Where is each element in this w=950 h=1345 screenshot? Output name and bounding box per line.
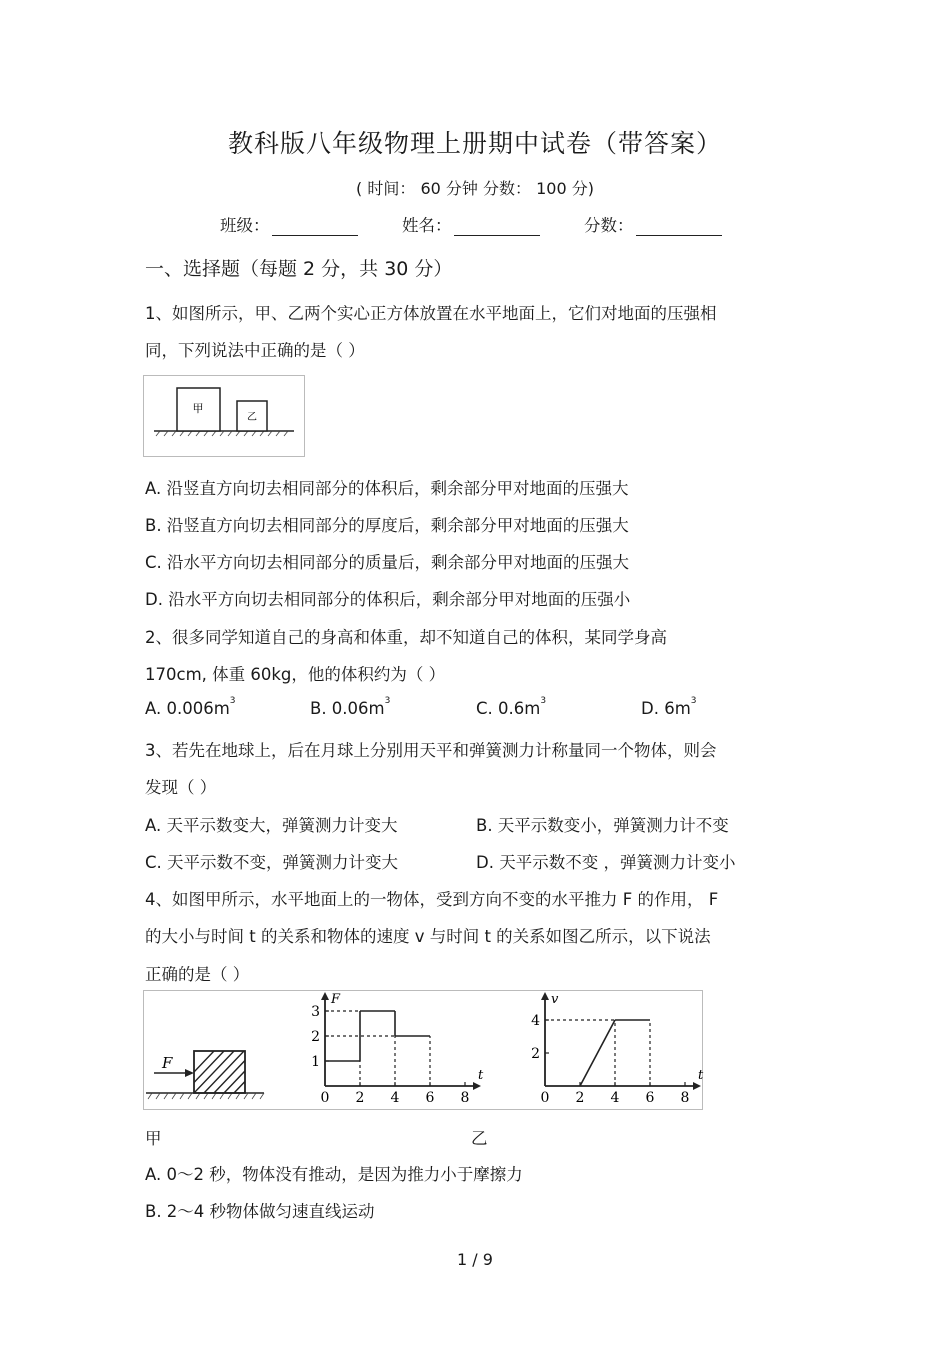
q1-figure xyxy=(143,375,305,457)
q1-option-c: C. 沿水平方向切去相同部分的质量后，剩余部分甲对地面的压强大 xyxy=(145,553,630,572)
y-tick-label: 1 xyxy=(311,1054,320,1070)
velocity-time-chart xyxy=(531,992,704,1106)
q2-option-a-exp: 3 xyxy=(229,696,236,706)
y-tick-label: 2 xyxy=(311,1029,320,1045)
y-axis-label: F xyxy=(331,992,341,1007)
page-number: 1 / 9 xyxy=(457,1250,493,1269)
class-field xyxy=(220,212,358,236)
q4-line2: 的大小与时间 t 的关系和物体的速度 v 与时间 t 的关系如图乙所示，以下说法 xyxy=(145,927,711,946)
x-tick-label: 4 xyxy=(610,1090,620,1106)
x-axis-arrow xyxy=(693,1082,701,1090)
q2-option-d-text: D. 6m xyxy=(641,699,691,718)
q1-line1: 1、如图所示，甲、乙两个实心正方体放置在水平地面上，它们对地面的压强相 xyxy=(145,304,717,323)
q1-option-a: A. 沿竖直方向切去相同部分的体积后，剩余部分甲对地面的压强大 xyxy=(145,479,629,498)
figure-label-yi: 乙 xyxy=(471,1129,488,1148)
svg-text:F: F xyxy=(162,1054,173,1072)
score-blank xyxy=(636,219,722,236)
figure-label-jia: 甲 xyxy=(145,1129,162,1148)
q2-option-c-text: C. 0.6m xyxy=(476,699,541,718)
q2-option-c xyxy=(476,696,547,718)
page-title: 教科版八年级物理上册期中试卷（带答案） xyxy=(227,129,722,158)
name-blank xyxy=(454,219,540,236)
q4-option-a: A. 0～2 秒，物体没有推动，是因为推力小于摩擦力 xyxy=(145,1165,523,1184)
x-axis-label: t xyxy=(478,1068,484,1083)
x-tick-label: 8 xyxy=(680,1090,690,1106)
q2-line2: 170cm, 体重 60kg，他的体积约为（ ） xyxy=(145,665,446,684)
x-tick-label: 8 xyxy=(460,1090,470,1106)
q3-line2: 发现（ ） xyxy=(145,778,217,797)
q2-option-b-exp: 3 xyxy=(384,696,391,706)
class-blank xyxy=(272,219,358,236)
q2-option-a-text: A. 0.006m xyxy=(145,699,230,718)
q2-option-b xyxy=(310,696,391,718)
q4-line1: 4、如图甲所示，水平地面上的一物体，受到方向不变的水平推力 F 的作用， F xyxy=(145,890,719,909)
q1-option-d: D. 沿水平方向切去相同部分的体积后，剩余部分甲对地面的压强小 xyxy=(145,590,631,609)
q2-option-a xyxy=(145,696,236,718)
y-axis-arrow xyxy=(541,992,549,1000)
x-axis-label: t xyxy=(698,1068,704,1083)
x-tick-label: 6 xyxy=(645,1090,655,1106)
x-axis-arrow xyxy=(473,1082,481,1090)
q3-option-b: B. 天平示数变小，弹簧测力计不变 xyxy=(476,816,729,835)
y-tick-label: 2 xyxy=(531,1046,540,1062)
q2-option-c-exp: 3 xyxy=(540,696,547,706)
score-label: 分数： xyxy=(584,216,634,235)
x-tick-label: 4 xyxy=(390,1090,400,1106)
q2-line1: 2、很多同学知道自己的身高和体重，却不知道自己的体积，某同学身高 xyxy=(145,628,667,647)
q3-option-d: D. 天平示数不变 ，弹簧测力计变小 xyxy=(476,853,736,872)
q4-option-b: B. 2～4 秒物体做匀速直线运动 xyxy=(145,1202,375,1221)
cube-jia-label: 甲 xyxy=(192,402,204,415)
q3-line1: 3、若先在地球上，后在月球上分别用天平和弹簧测力计称量同一个物体，则会 xyxy=(145,741,717,760)
push-block-diagram xyxy=(146,1051,284,1099)
y-tick-label: 3 xyxy=(311,1004,320,1020)
q3-option-a: A. 天平示数变大，弹簧测力计变大 xyxy=(145,816,398,835)
x-tick-label: 0 xyxy=(320,1090,330,1106)
force-time-chart xyxy=(311,992,484,1106)
y-tick-label: 4 xyxy=(531,1013,540,1029)
x-tick-label: 0 xyxy=(540,1090,550,1106)
section-heading: 一、选择题（每题 2 分，共 30 分） xyxy=(145,258,453,280)
q4-line3: 正确的是（ ） xyxy=(145,965,250,984)
x-tick-label: 2 xyxy=(575,1090,585,1106)
exam-time-score: ( 时间： 60 分钟 分数： 100 分) xyxy=(356,179,594,198)
q1-option-b: B. 沿竖直方向切去相同部分的厚度后，剩余部分甲对地面的压强大 xyxy=(145,516,629,535)
score-field xyxy=(584,212,722,236)
y-axis-arrow xyxy=(321,992,329,1000)
velocity-segment xyxy=(580,1020,615,1086)
q2-option-d xyxy=(641,696,697,718)
class-label: 班级： xyxy=(220,216,270,235)
y-axis-label: v xyxy=(551,992,559,1007)
q4-figure xyxy=(143,990,703,1110)
q1-line2: 同，下列说法中正确的是（ ） xyxy=(145,341,365,360)
q3-option-c: C. 天平示数不变，弹簧测力计变大 xyxy=(145,853,399,872)
q4-figure-svg xyxy=(144,991,702,1109)
x-tick-label: 6 xyxy=(425,1090,435,1106)
name-label: 姓名： xyxy=(402,216,452,235)
cubes-figure xyxy=(144,376,304,456)
name-field xyxy=(402,212,540,236)
q2-option-b-text: B. 0.06m xyxy=(310,699,385,718)
q2-option-d-exp: 3 xyxy=(690,696,697,706)
cube-yi-label: 乙 xyxy=(247,412,257,423)
x-tick-label: 2 xyxy=(355,1090,365,1106)
